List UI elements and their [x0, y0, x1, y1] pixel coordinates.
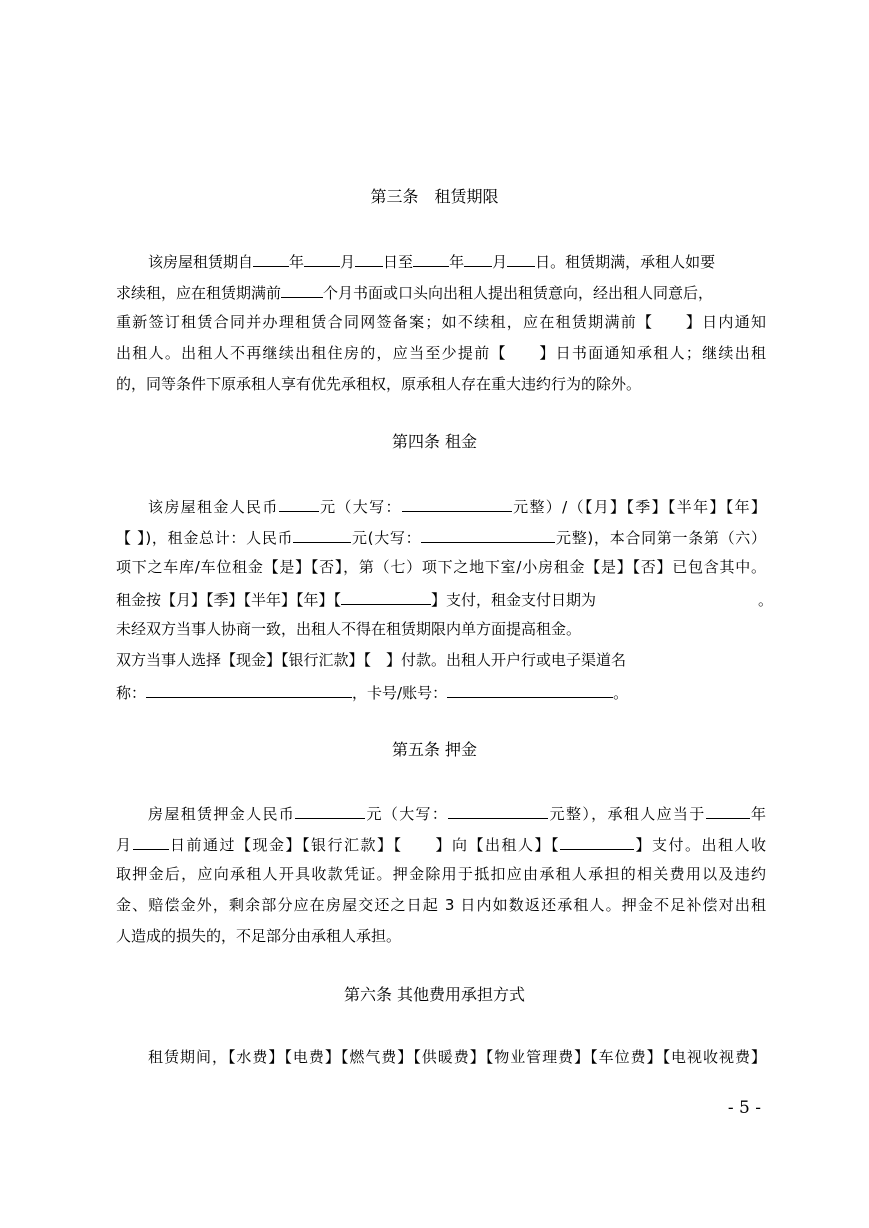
article-5-line-5: 人造成的损失的，不足部分由承租人承担。	[116, 927, 402, 945]
article-3-title: 第三条 租赁期限	[370, 187, 499, 206]
article-5-line-1: 房屋租赁押金人民币 元（大写： 元整），承租人应当于 年	[148, 801, 766, 825]
article-5-line-3: 取押金后，应向承租人开具收款凭证。押金除用于抵扣应由承租人承担的相关费用以及违约	[116, 865, 766, 883]
page-number: - 5 -	[727, 1098, 761, 1118]
article-4-line-1: 该房屋租金人民币 元（大写： 元整）/（【月】【季】【半年】【年】	[148, 494, 766, 518]
article-3-line-1: 该房屋租赁期自 年 月 日至 年 月 日。租赁期满，承租人如要	[148, 249, 766, 273]
article-5-line-4: 金、赔偿金外，剩余部分应在房屋交还之日起 3 日内如数返还承租人。押金不足补偿对出租	[116, 896, 766, 914]
article-6-title: 第六条 其他费用承担方式	[343, 985, 526, 1004]
article-4-line-5: 未经双方当事人协商一致，出租人不得在租赁期限内单方面提高租金。	[116, 620, 582, 638]
article-4-line-7: 称： ，卡号/账号： 。	[116, 680, 766, 704]
article-5-line-2: 月 日前通过【现金】【银行汇款】【 】向【出租人】【 】支付。出租人收	[116, 832, 766, 856]
article-3-line-5: 的，同等条件下原承租人享有优先承租权，原承租人存在重大违约行为的除外。	[116, 375, 642, 393]
article-4-title: 第四条 租金	[391, 432, 478, 451]
article-3-line-3: 重新签订租赁合同并办理租赁合同网签备案；如不续租，应在租赁期满前【 】日内通知	[116, 313, 766, 331]
article-4-line-4: 租金按【月】【季】【半年】【年】【 】支付，租金支付日期为 。	[116, 587, 766, 611]
article-4-line-6: 双方当事人选择【现金】【银行汇款】【 】付款。出租人开户行或电子渠道名	[116, 651, 627, 669]
article-5-title: 第五条 押金	[391, 740, 478, 759]
article-6-line-1: 租赁期间，【水费】【电费】【燃气费】【供暖费】【物业管理费】【车位费】【电视收视费】	[148, 1048, 766, 1066]
article-4-line-3: 项下之车库/车位租金【是】【否】，第（七）项下之地下室/小房租金【是】【否】已包含其中。	[116, 558, 766, 576]
article-3-line-4: 出租人。出租人不再继续出租住房的，应当至少提前【 】日书面通知承租人；继续出租	[116, 344, 766, 362]
article-4-line-2: 【 】)，租金总计：人民币 元(大写： 元整)，本合同第一条第（六）	[116, 525, 766, 549]
article-3-line-2: 求续租，应在租赁期满前 个月书面或口头向出租人提出租赁意向，经出租人同意后，	[116, 280, 766, 304]
